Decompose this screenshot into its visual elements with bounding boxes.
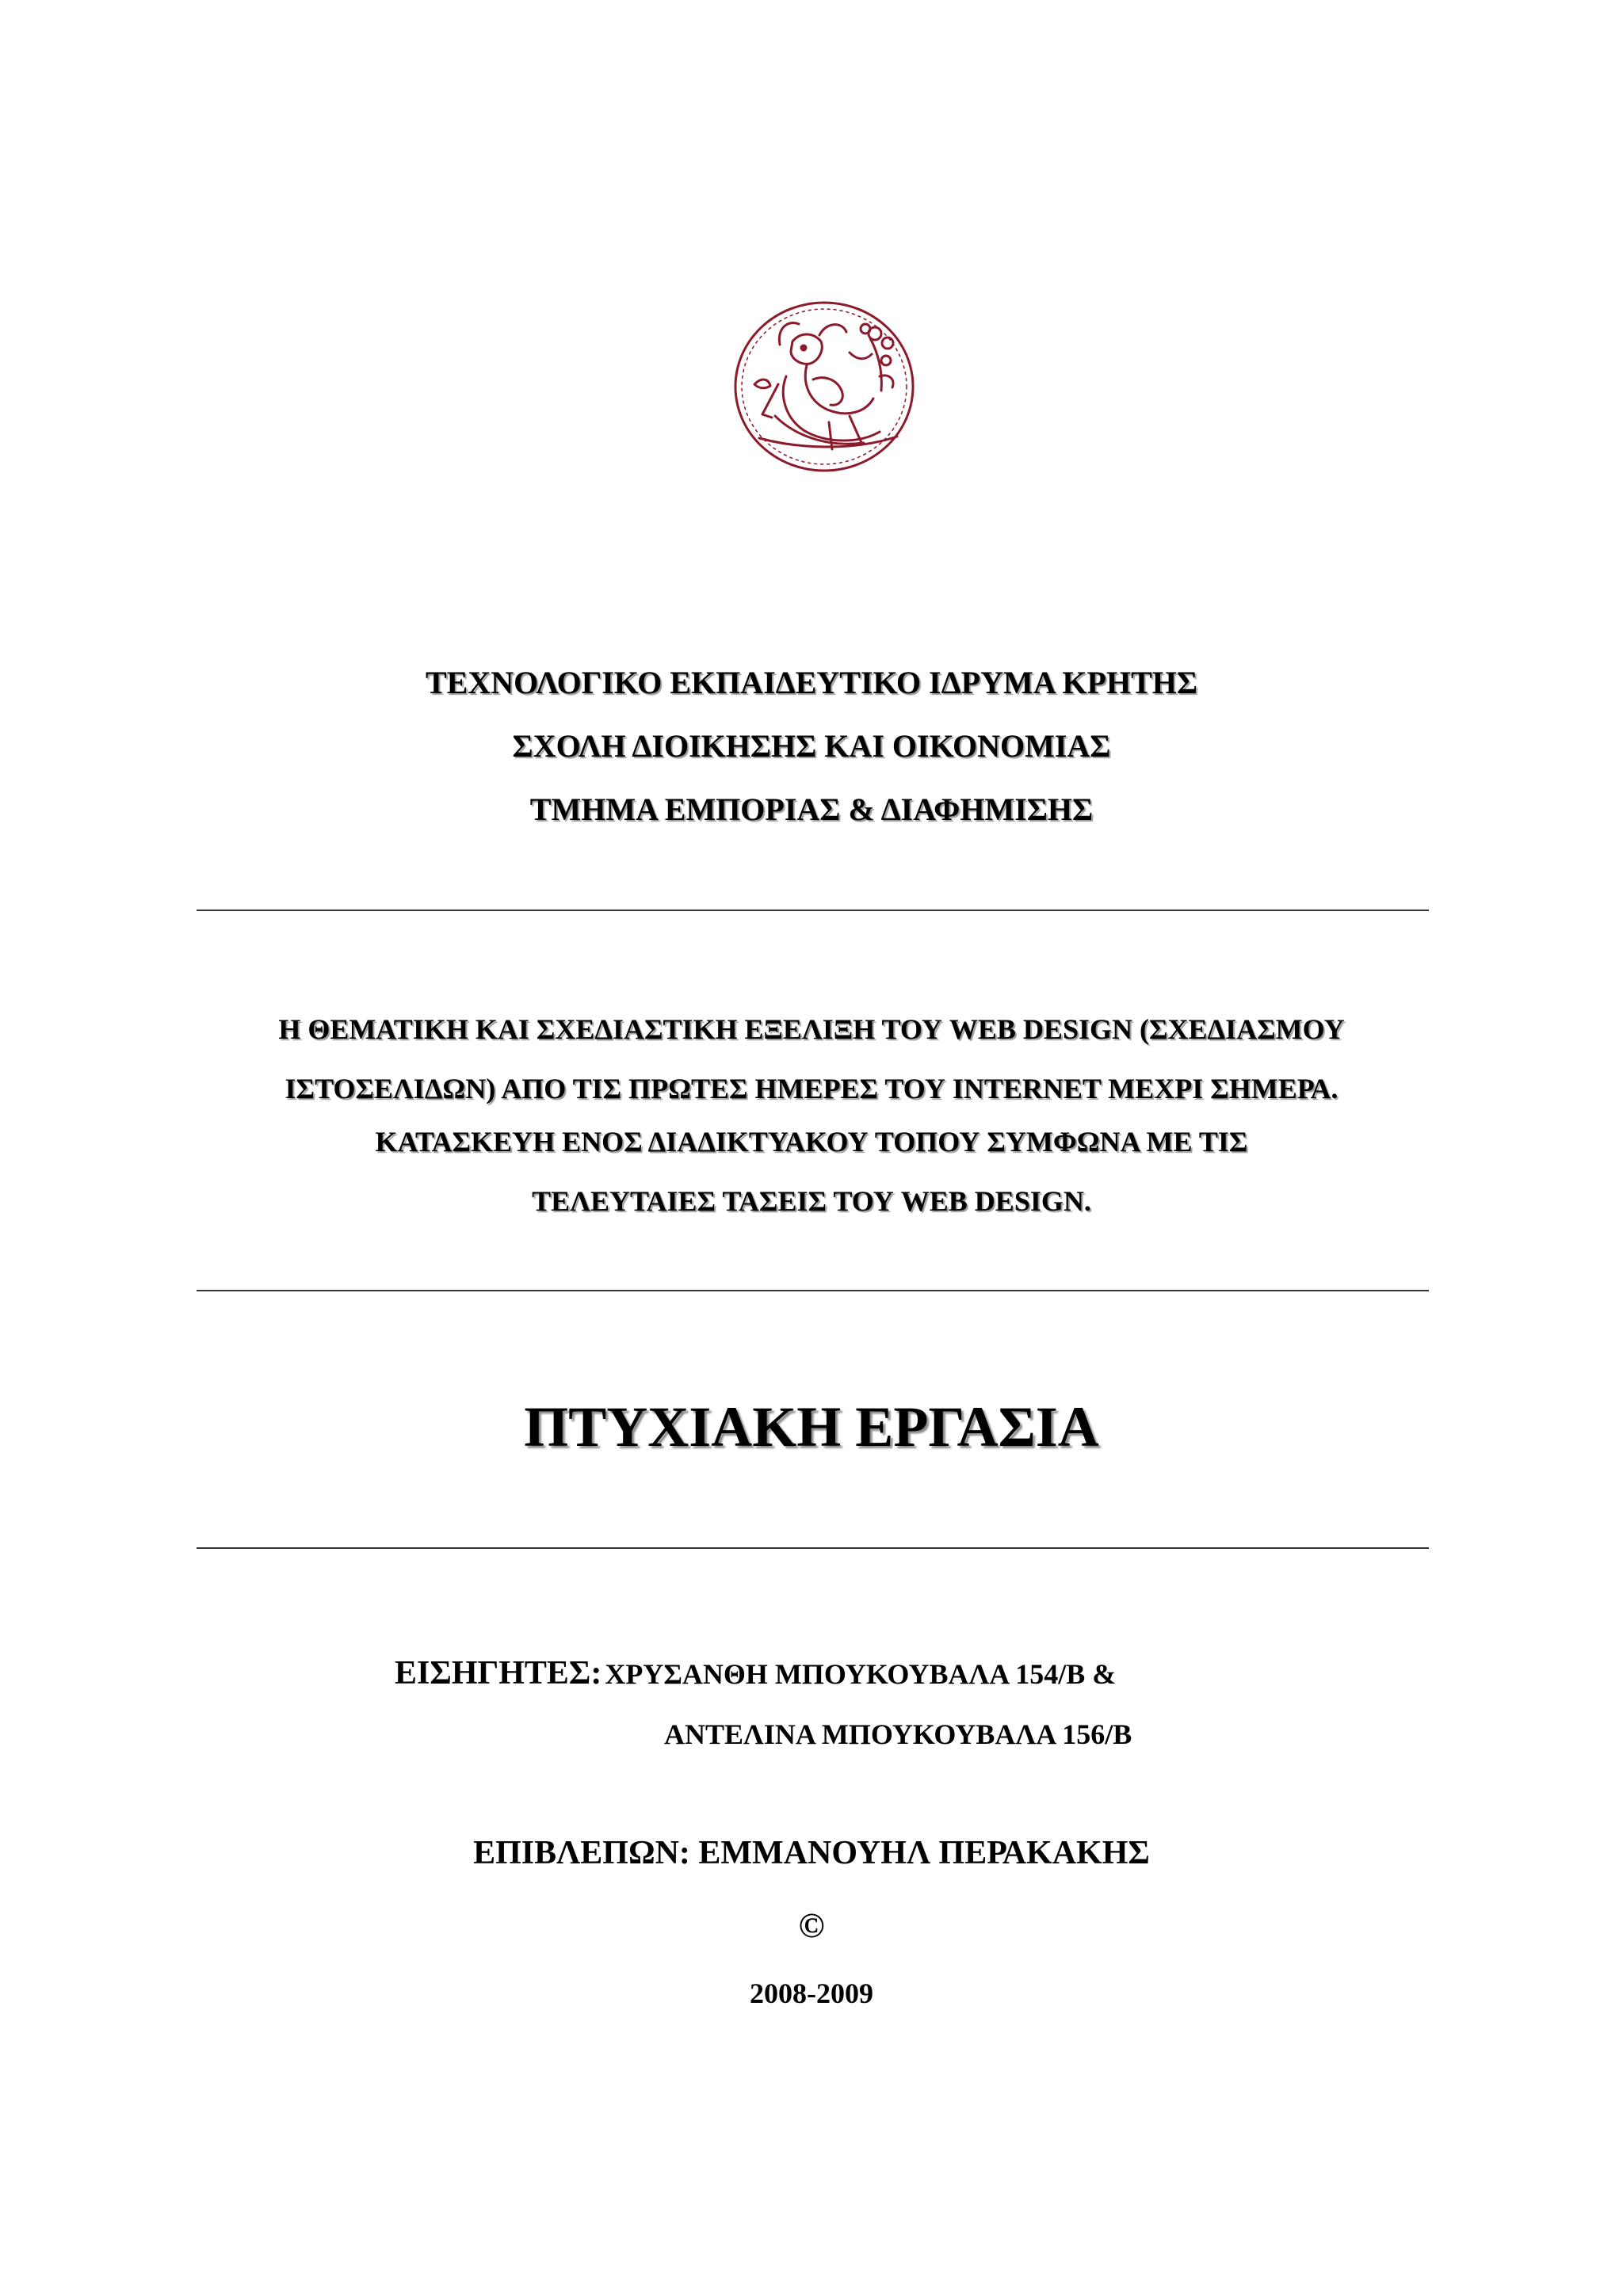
author-1: ΧΡΥΣΑΝΘΗ ΜΠΟΥΚΟΥΒΑΛΑ 154/Β & [605,1658,1117,1690]
department-name: ΤΜΗΜΑ ΕΜΠΟΡΙΑΣ & ΔΙΑΦΗΜΙΣΗΣ [529,791,1094,827]
document-type-title: ΠΤΥΧΙΑΚΗ ΕΡΓΑΣΙΑ [524,1395,1099,1459]
university-seal-icon [731,297,918,475]
supervisor: ΕΠΙΒΛΕΠΩΝ: ΕΜΜΑΝΟΥΗΛ ΠΕΡΑΚΑΚΗΣ [473,1835,1150,1871]
subject-line: ΤΕΛΕΥΤΑΙΕΣ ΤΑΣΕΙΣ ΤΟΥ WEB DESIGN. [532,1185,1091,1217]
copyright-symbol: © [798,1906,825,1945]
academic-year: 2008-2009 [750,1978,873,2009]
subject-line: ΚΑΤΑΣΚΕΥΗ ΕΝΟΣ ΔΙΑΔΙΚΤΥΑΚΟΥ ΤΟΠΟΥ ΣΥΜΦΩΝΑ ΜΕ ΤΙΣ [375,1126,1248,1158]
institution-name: ΤΕΧΝΟΛΟΓΙΚΟ ΕΚΠΑΙΔΕΥΤΙΚΟ ΙΔΡΥΜΑ ΚΡΗΤΗΣ [425,665,1198,700]
divider-rule [197,1290,1429,1291]
subject-line: ΙΣΤΟΣΕΛΙΔΩΝ) ΑΠΟ ΤΙΣ ΠΡΩΤΕΣ ΗΜΕΡΕΣ ΤΟΥ INTERNET ΜΕΧΡΙ ΣΗΜΕΡΑ. [285,1073,1338,1104]
authors-line-2 [664,1718,1132,1751]
authors-line-1 [395,1654,1116,1692]
divider-rule [197,910,1429,911]
divider-rule [197,1547,1429,1549]
school-name: ΣΧΟΛΗ ΔΙΟΙΚΗΣΗΣ ΚΑΙ ΟΙΚΟΝΟΜΙΑΣ [512,728,1111,764]
subject-line: Η ΘΕΜΑΤΙΚΗ ΚΑΙ ΣΧΕΔΙΑΣΤΙΚΗ ΕΞΕΛΙΞΗ ΤΟΥ WEB DESIGN (ΣΧΕΔΙΑΣΜΟΥ [278,1013,1345,1045]
authors-label: ΕΙΣΗΓΗΤΕΣ: [395,1655,602,1691]
author-2: ΑΝΤΕΛΙΝΑ ΜΠΟΥΚΟΥΒΑΛΑ 156/Β [664,1718,1132,1750]
